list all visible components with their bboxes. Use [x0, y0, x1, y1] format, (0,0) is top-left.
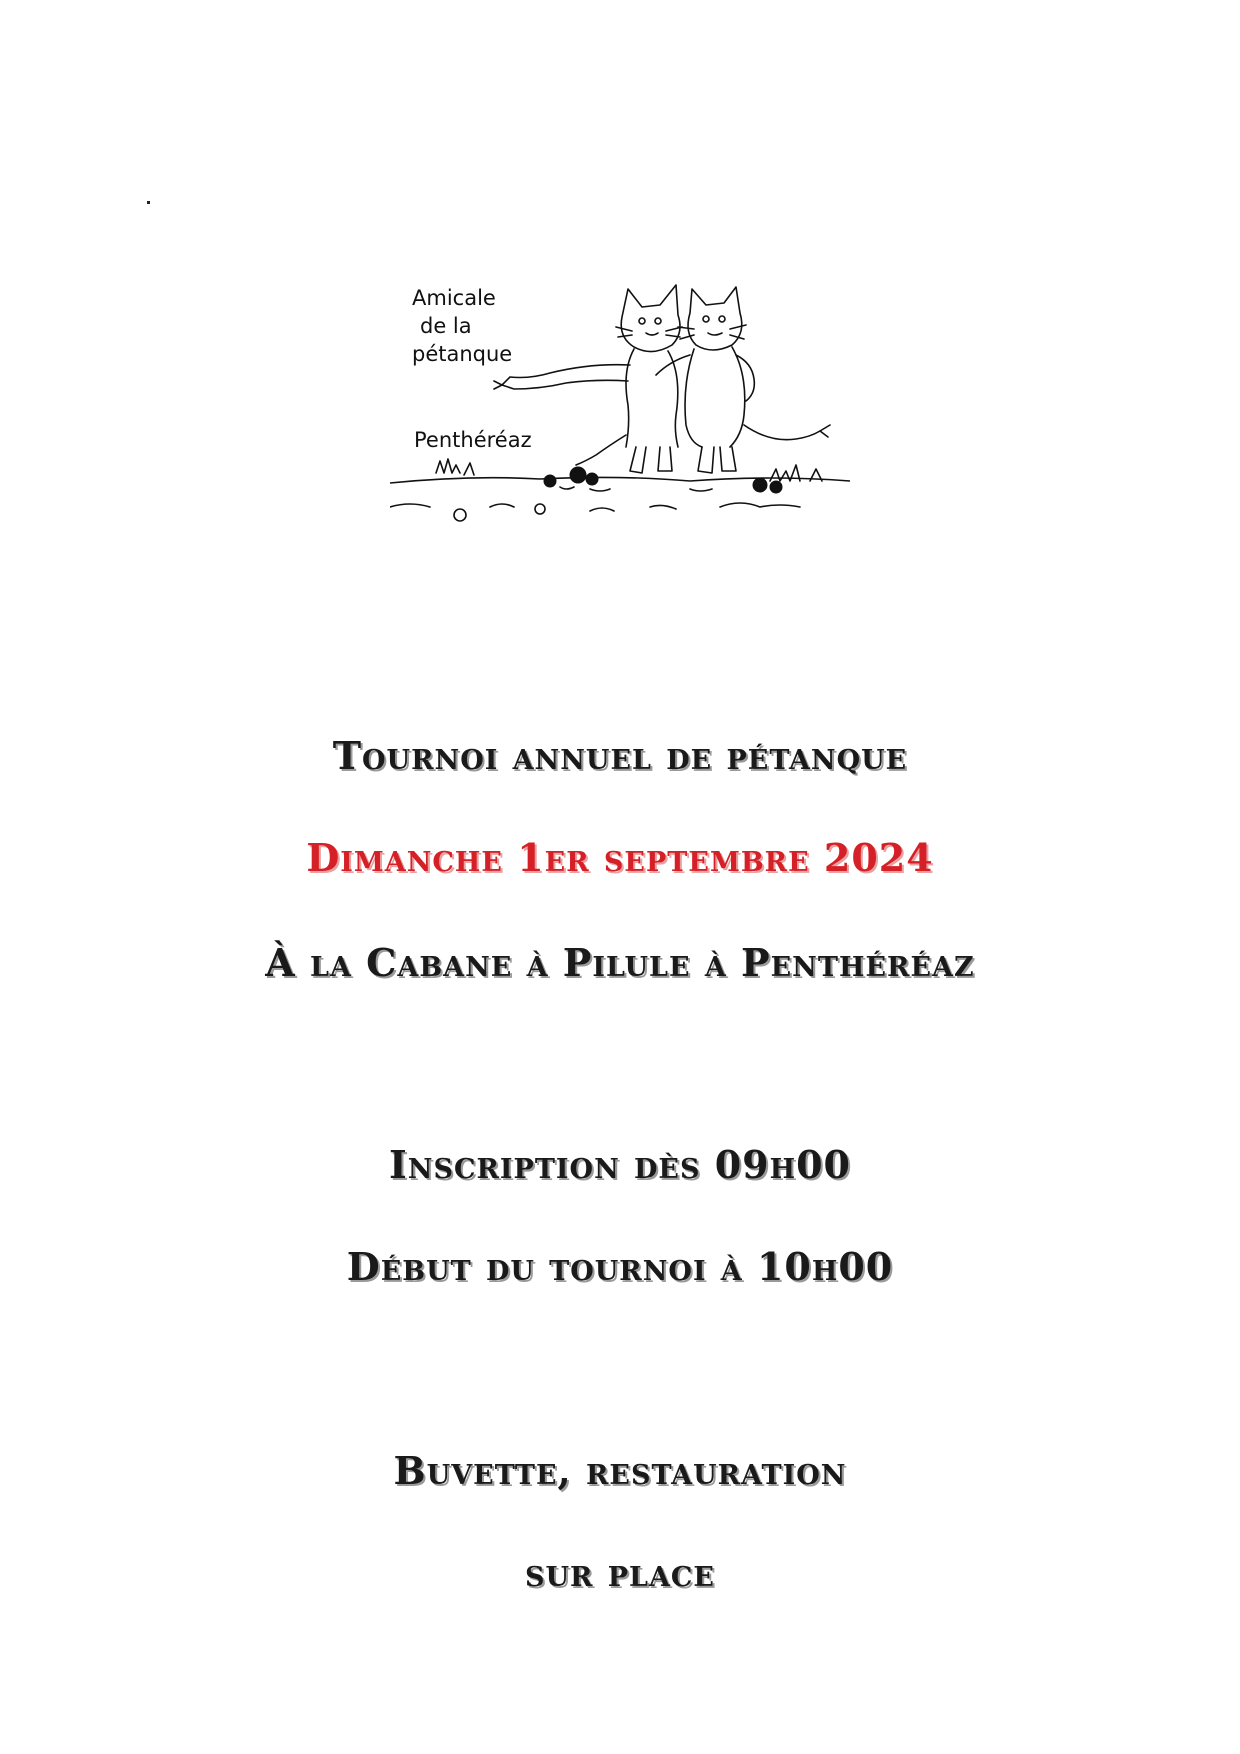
event-title: Tournoi annuel de pétanque [332, 733, 908, 778]
cats-petanque-illustration [390, 275, 850, 535]
boule-icon [753, 478, 767, 492]
registration-time: Inscription dès 09h00 [389, 1142, 851, 1187]
boule-icon [544, 475, 556, 487]
logo-text-place: Penthéréaz [414, 428, 532, 452]
boule-icon [586, 473, 598, 485]
boule-icon [770, 481, 782, 493]
club-logo [390, 275, 850, 535]
tournament-start-time: Début du tournoi à 10h00 [346, 1244, 894, 1289]
on-site-info: sur place [524, 1550, 716, 1595]
logo-text-de-la: de la [420, 314, 472, 338]
event-date: Dimanche 1er septembre 2024 [306, 835, 934, 880]
logo-text-amicale: Amicale [412, 286, 496, 310]
logo-text-petanque: pétanque [412, 342, 513, 366]
stray-mark [147, 201, 150, 204]
refreshments-info: Buvette, restauration [393, 1448, 847, 1493]
event-location: À la Cabane à Pilule à Penthéréaz [265, 940, 975, 985]
boule-icon [570, 467, 586, 483]
